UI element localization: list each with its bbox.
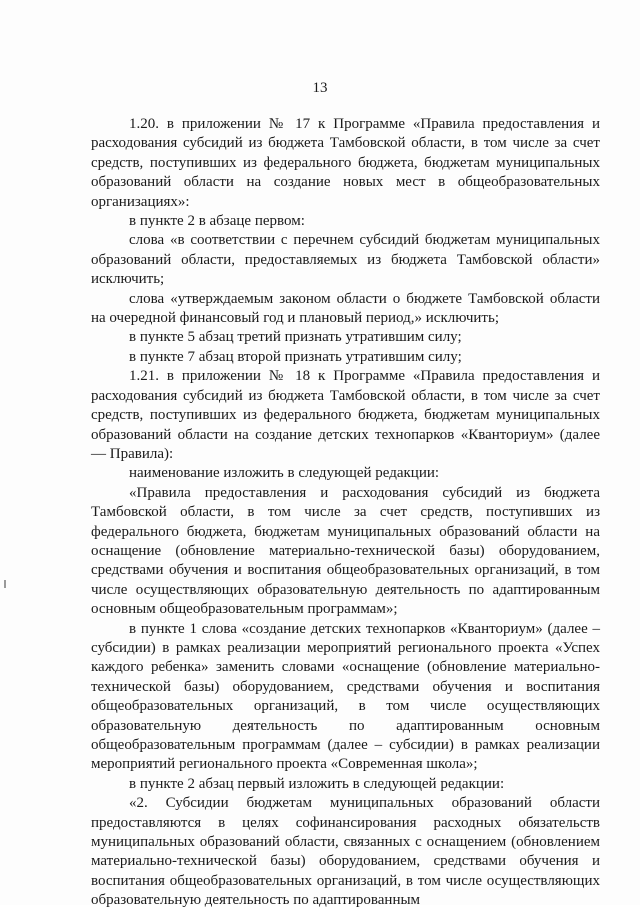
paragraph-words-utverzhdaemym: слова «утверждаемым законом области о бюджете Тамбовской области на очередной финансовый год и плановый период,» исключить; — [91, 290, 600, 327]
paragraph-naimenovanie: наименование изложить в следующей редакции: — [129, 465, 440, 482]
paragraph-point-7: в пункте 7 абзац второй признать утратившим силу; — [129, 348, 462, 365]
paragraph-point-2-abzac: в пункте 2 в абзаце первом: — [129, 213, 305, 230]
paragraph-new-title: «Правила предоставления и расходования субсидий из бюджета Тамбовской области, в том числе за счет средств, поступивших из федерального бюджета, бюджетам муниципальных образований области на оснащение (обновление материально-технической базы) оборудованием, средствами обучения и воспитания общеобразовательных организаций, в том числе осуществляющих образовательную деятельность по адаптированным основным общеобразовательным программам»; — [91, 484, 600, 618]
paragraph-subsidii: «2. Субсидии бюджетам муниципальных образований области предоставляются в целях софинансирования расходных обязательств муниципальных образований области, связанных с оснащением (обновлением материально-технической базы) оборудованием, средствами обучения и воспитания общеобразовательных организаций, в том числе осуществляющих образовательную деятельность по адаптированным — [91, 795, 600, 909]
paragraph-point-5: в пункте 5 абзац третий признать утратившим силу; — [129, 329, 462, 346]
document-body — [91, 115, 600, 911]
scan-artifact-mark — [4, 580, 6, 588]
paragraph-1-20-intro: 1.20. в приложении № 17 к Программе «Правила предоставления и расходования субсидий из бюджета Тамбовской области, в том числе за счет средств, поступивших из федерального бюджета, бюджетам муниципальных образований области на создание новых мест в общеобразовательных организациях»: — [91, 116, 600, 210]
paragraph-point-2-new: в пункте 2 абзац первый изложить в следующей редакции: — [129, 775, 505, 792]
paragraph-point-1-replace: в пункте 1 слова «создание детских технопарков «Кванториум» (далее – субсидии) в рамках реализации мероприятий регионального проекта «Успех каждого ребенка» заменить словами «оснащение (обновление материально-технической базы) оборудованием, средствами обучения и воспитания общеобразовательных организаций, в том числе осуществляющих образовательную деятельность по адаптированным основным общеобразовательным программам (далее – субсидии) в рамках реализации мероприятий регионального проекта «Современная школа»; — [91, 620, 600, 773]
page-number: 13 — [312, 80, 328, 96]
paragraph-1-21-intro: 1.21. в приложении № 18 к Программе «Правила предоставления и расходования субсидий из бюджета Тамбовской области, в том числе за счет средств, поступивших из федерального бюджета, бюджетам муниципальных образований области на создание детских технопарков «Кванториум» (далее — Правила): — [91, 368, 600, 462]
paragraph-words-perechen: слова «в соответствии с перечнем субсидий бюджетам муниципальных образований области, предоставляемых из бюджета Тамбовской области» исключить; — [91, 232, 600, 288]
